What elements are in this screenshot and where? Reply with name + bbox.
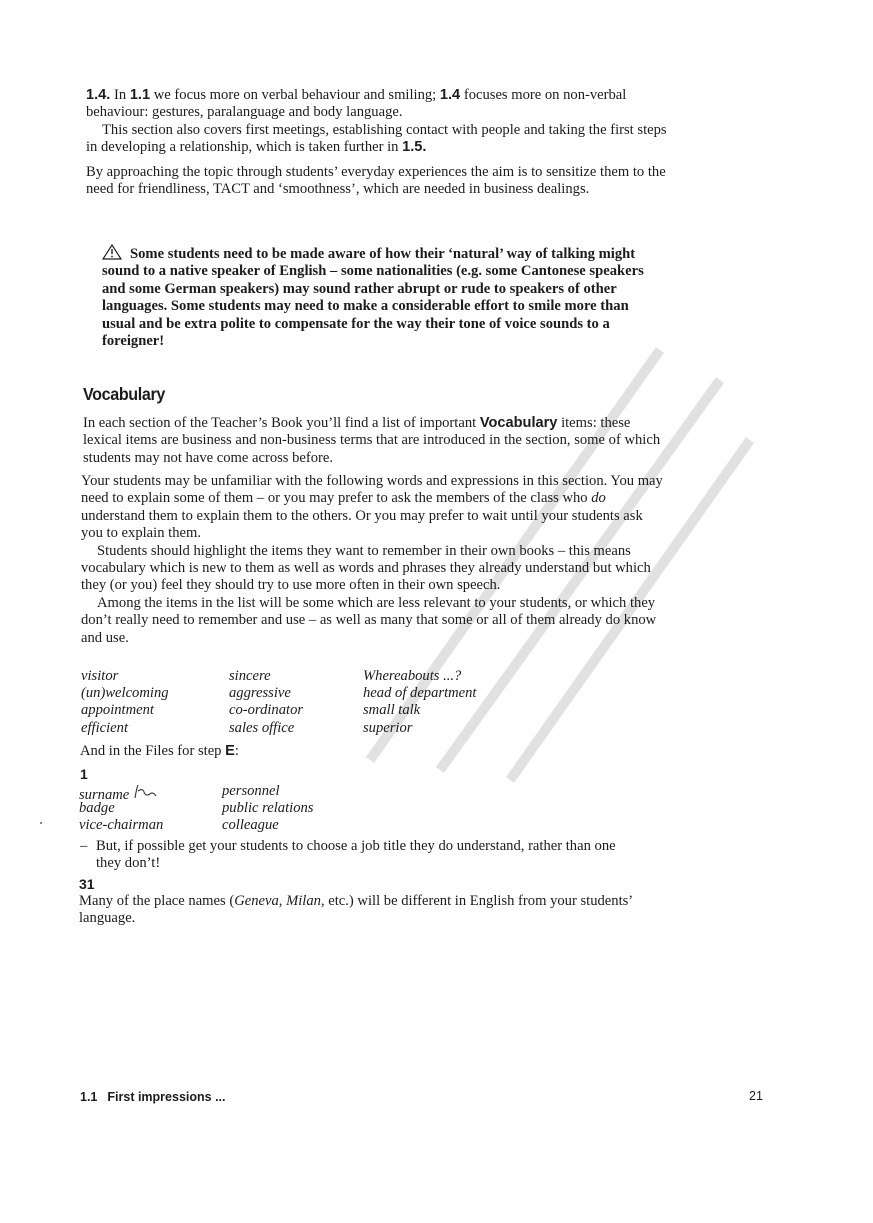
intro-paragraph-1: 1.4. In 1.1 we focus more on verbal behaviour and smiling; 1.4 focuses more on non-verbal behaviour: gestures, paralanguage and body language. (86, 87, 627, 121)
page-number: 21 (749, 1089, 763, 1103)
intro-section (86, 87, 671, 157)
vocab-column-3 (363, 668, 477, 737)
file-number-31: 31 (79, 876, 95, 892)
vocab-item: sales office (229, 719, 295, 736)
handwritten-annotation (132, 783, 158, 801)
vocabulary-intro-paragraph: In each section of the Teacher’s Book you’ll find a list of important Vocabulary items: these lexical items are business and non-business terms that are introduced in the section, some of which students may not have come across before. (83, 415, 661, 466)
vocab-item: Whereabouts ...? (363, 668, 462, 684)
vocab-item: co-ordinator (229, 702, 304, 719)
file1-column-2 (222, 783, 313, 835)
file-vocab-item: badge (79, 800, 115, 817)
job-title-note (80, 838, 640, 873)
footer-section-title (80, 1089, 225, 1106)
vocab-column-1 (81, 668, 169, 737)
file-vocab-item: personnel (222, 783, 280, 799)
section-ref: 1.5. (402, 139, 427, 156)
file-vocab-item: vice-chairman (79, 817, 164, 834)
vocab-item: small talk (363, 702, 421, 719)
vocab-item: aggressive (229, 685, 291, 702)
vocabulary-term: Vocabulary (479, 415, 558, 431)
place-name: Milan (286, 893, 321, 909)
vocab-item: sincere (229, 668, 271, 684)
warning-text: Some students need to be made aware of how their ‘natural’ way of talking might sound to a native speaker of English – some nationalities (e.g. some Cantonese speakers and some German speakers) may sound rather abrupt or rude to speakers of other languages. Some students may need to make a considerable effort to smile more than usual and be extra polite to compensate for the way their tone of voice sounds to a foreigner! (102, 246, 644, 350)
vocab-column-2 (229, 668, 303, 737)
file-vocab-item: surname (79, 783, 163, 800)
vocab-item: (un)welcoming (81, 685, 169, 702)
vocab-item: visitor (81, 668, 119, 684)
step-letter: E (225, 743, 235, 759)
vocab-item: head of department (363, 685, 477, 702)
footer-section-number: 1.1 (80, 1090, 98, 1104)
vocabulary-paragraph-2: Your students may be unfamiliar with the following words and expressions in this section. You may need to explain some of them – or you may prefer to ask the members of the class who do understand them to explain them to the others. Or you may prefer to wait until your students ask you to explain them. (81, 473, 663, 542)
vocab-item: superior (363, 719, 413, 736)
warning-triangle-icon (102, 244, 122, 260)
file1-column-1 (79, 783, 163, 835)
file-vocab-item: public relations (222, 800, 314, 817)
place-name: Geneva (234, 893, 279, 909)
vocab-item: appointment (81, 702, 154, 719)
intro-paragraph-2: This section also covers first meetings, establishing contact with people and taking the first steps in developing a relationship, which is taken further in 1.5. (86, 121, 667, 156)
dash-bullet: – (80, 838, 88, 854)
file-vocab-item: colleague (222, 817, 279, 834)
emphasis: do (591, 490, 606, 507)
margin-speck (40, 822, 42, 824)
vocabulary-guidance (81, 473, 666, 647)
footer-section-name: First impressions ... (107, 1090, 226, 1104)
file-number-1: 1 (80, 766, 88, 782)
vocabulary-heading: Vocabulary (83, 384, 165, 404)
note-text: But, if possible get your students to choose a job title they do understand, rather than one they don’t! (96, 838, 616, 872)
vocab-item: efficient (81, 719, 129, 736)
place-names-note: Many of the place names (Geneva, Milan, etc.) will be different in English from your students’ language. (79, 893, 633, 927)
vocabulary-paragraph-4: Among the items in the list will be some which are less relevant to your students, or which they don’t really need to remember and use – as well as many that some or all of them already do know and use. (81, 594, 657, 646)
section-ref: 1.1 (129, 87, 151, 103)
warning-note (102, 244, 647, 350)
section-ref: 1.4 (439, 87, 461, 103)
aim-paragraph: By approaching the topic through students’ everyday experiences the aim is to sensitize them to the need for friendliness, TACT and ‘smoothness’, which are needed in business dealings. (86, 164, 666, 198)
vocabulary-paragraph-3: Students should highlight the items they want to remember in their own books – this means vocabulary which is new to them as well as words and phrases they already understand but which they (or you) feel they should try to use more often in their own speech. (81, 542, 651, 594)
files-intro: And in the Files for step E: (80, 743, 239, 759)
section-ref: 1.4. (86, 87, 111, 103)
